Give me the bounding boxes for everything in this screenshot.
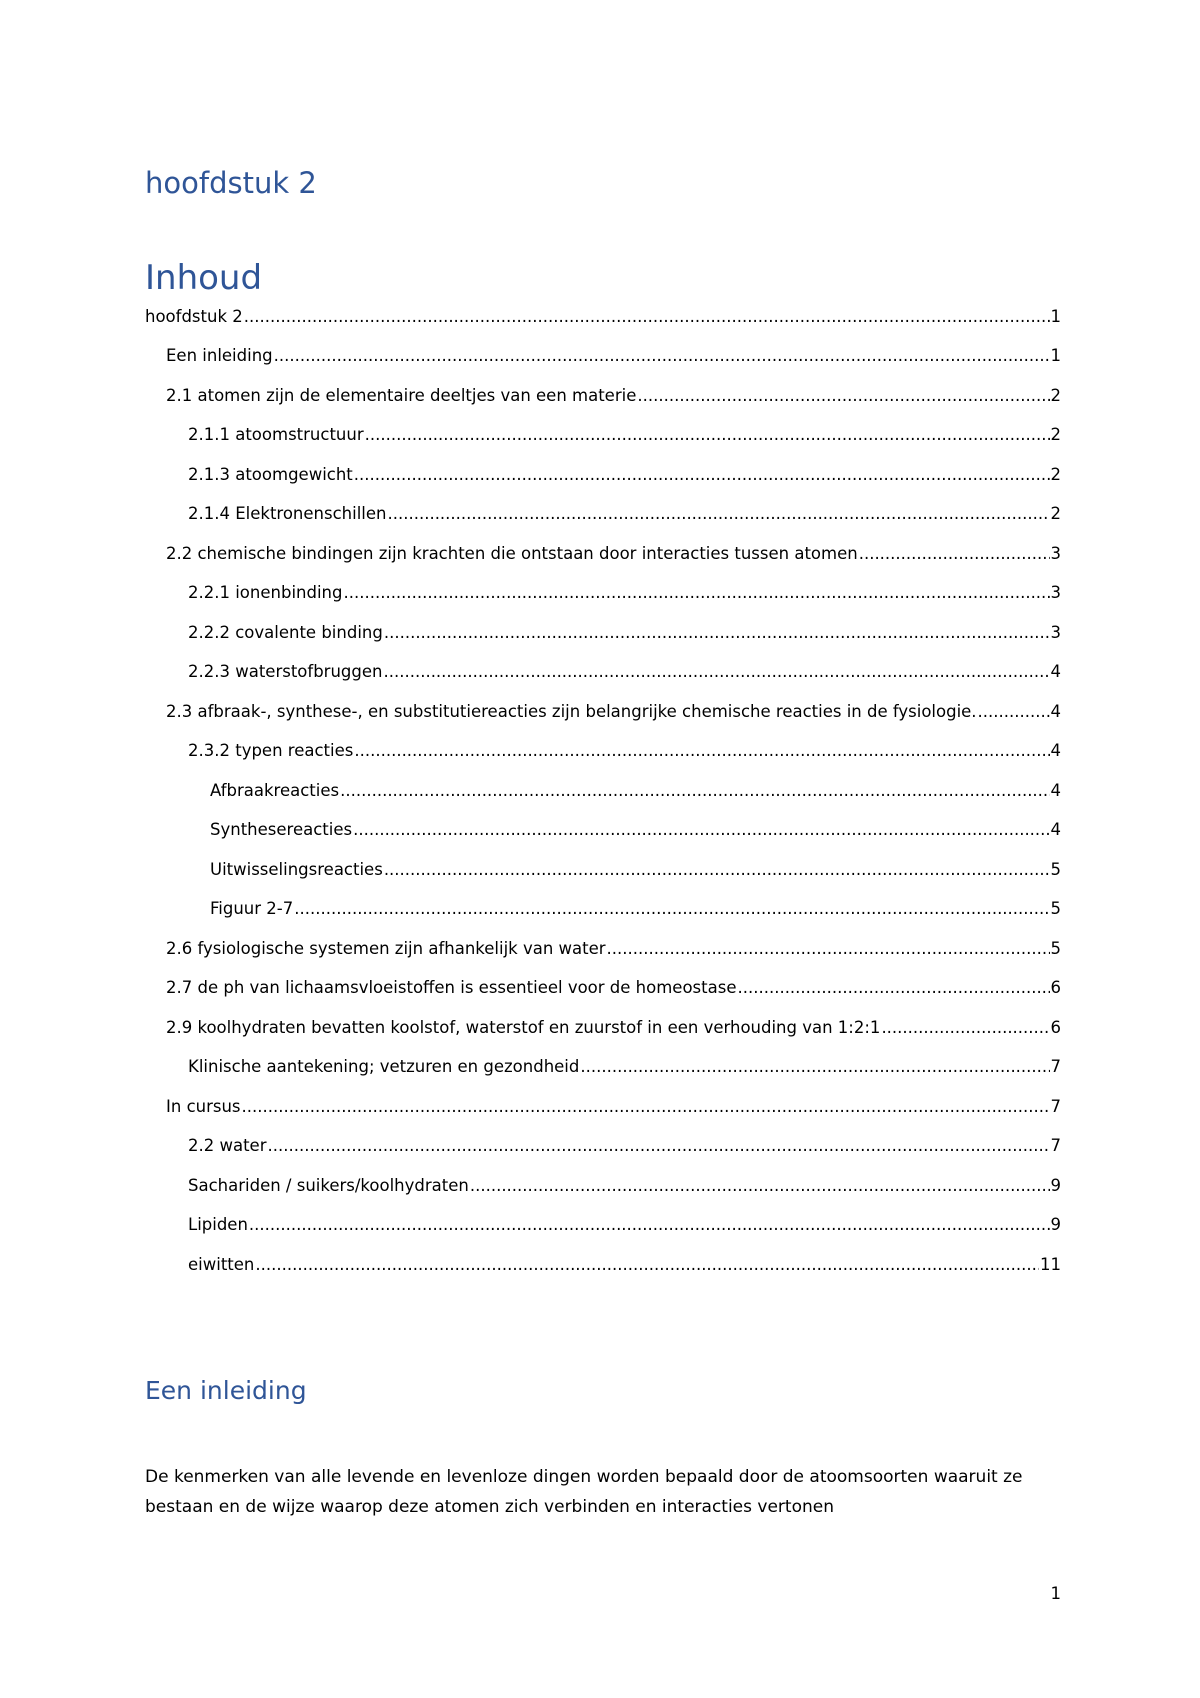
toc-entry-page: 9 — [1050, 1175, 1061, 1195]
toc-entry-title: 2.1.4 Elektronenschillen — [188, 504, 387, 523]
toc-entry-title: 2.2.1 ionenbinding — [188, 583, 343, 602]
toc-entry-page: 4 — [1050, 662, 1061, 681]
toc-entry-page: 3 — [1050, 543, 1061, 563]
toc-entry-page: 6 — [1050, 1017, 1061, 1037]
toc-entry-page: 2 — [1050, 504, 1061, 523]
section-paragraph: De kenmerken van alle levende en levenloze dingen worden bepaald door de atoomsoorten waaruit ze bestaan en de wijze waarop deze atomen zich verbinden en interacties vertonen — [145, 1467, 1023, 1517]
toc-dot-leader — [249, 1205, 1050, 1245]
toc-dot-leader — [242, 1087, 1050, 1127]
toc-dot-leader — [859, 534, 1050, 574]
toc-entry[interactable] — [145, 771, 1061, 811]
toc-entry-title: Lipiden — [188, 1215, 248, 1234]
toc-dot-leader — [354, 455, 1050, 495]
toc-entry-title: 2.2 chemische bindingen zijn krachten die ontstaan door interacties tussen atomen — [166, 543, 858, 563]
toc-dot-leader — [470, 1166, 1050, 1206]
toc-entry-title: Afbraakreacties — [210, 780, 340, 800]
toc-entry[interactable] — [145, 336, 1061, 376]
toc-entry-title: 2.2.3 waterstofbruggen — [188, 662, 383, 681]
toc-entry-page: 2 — [1050, 385, 1061, 405]
toc-dot-leader — [580, 1047, 1049, 1087]
toc-entry-title: 2.1 atomen zijn de elementaire deeltjes van een materie — [166, 385, 637, 405]
toc-entry-page: 9 — [1050, 1215, 1061, 1234]
toc-dot-leader — [607, 929, 1050, 969]
toc-entry[interactable] — [145, 1008, 1061, 1048]
toc-dot-leader — [294, 889, 1049, 929]
toc-entry-page: 4 — [1050, 820, 1061, 839]
toc-entry-title: Synthesereacties — [210, 820, 353, 839]
toc-entry[interactable] — [145, 1087, 1061, 1127]
toc-entry[interactable] — [145, 1166, 1061, 1206]
toc-entry-page: 1 — [1050, 346, 1061, 365]
toc-dot-leader — [637, 376, 1049, 416]
toc-entry-page: 3 — [1050, 622, 1061, 642]
toc-entry-page: 7 — [1050, 1057, 1061, 1076]
toc-dot-leader — [737, 968, 1049, 1008]
toc-dot-leader — [881, 1008, 1049, 1048]
toc-entry-title: 2.2.2 covalente binding — [188, 622, 383, 642]
toc-entry-title: 2.3 afbraak-, synthese-, en substitutiereacties zijn belangrijke chemische reacties in de fysiologie. — [166, 701, 977, 721]
toc-entry[interactable] — [145, 929, 1061, 969]
toc-dot-leader — [340, 771, 1049, 811]
toc-dot-leader — [274, 336, 1050, 376]
toc-dot-leader — [354, 731, 1049, 771]
page-number: 1 — [1050, 1584, 1061, 1603]
toc-entry-title: 2.1.3 atoomgewicht — [188, 464, 353, 484]
toc-entry[interactable] — [145, 652, 1061, 692]
toc-entry-page: 7 — [1050, 1096, 1061, 1116]
toc-entry-title: Figuur 2-7 — [210, 899, 294, 918]
toc-dot-leader — [978, 692, 1050, 732]
toc-entry[interactable] — [145, 1245, 1061, 1285]
toc-entry-title: 2.9 koolhydraten bevatten koolstof, waterstof en zuurstof in een verhouding van 1:2:1 — [166, 1017, 881, 1037]
toc-entry-page: 5 — [1050, 859, 1061, 879]
toc-entry-title: 2.1.1 atoomstructuur — [188, 425, 364, 444]
toc-entry[interactable] — [145, 573, 1061, 613]
toc-entry-title: Uitwisselingsreacties — [210, 859, 383, 879]
toc-entry-title: Een inleiding — [166, 346, 273, 365]
toc-entry[interactable] — [145, 1126, 1061, 1166]
toc-entry-title: eiwitten — [188, 1254, 255, 1274]
toc-entry[interactable] — [145, 1205, 1061, 1245]
toc-entry-title: 2.2 water — [188, 1136, 267, 1155]
toc-entry[interactable] — [145, 415, 1061, 455]
toc-entry-title: In cursus — [166, 1096, 241, 1116]
toc-dot-leader — [255, 1245, 1039, 1285]
toc-entry[interactable] — [145, 731, 1061, 771]
toc-entry[interactable] — [145, 494, 1061, 534]
toc-entry-page: 5 — [1050, 899, 1061, 918]
toc-entry-page: 3 — [1050, 583, 1061, 602]
toc-heading: Inhoud — [145, 258, 263, 298]
toc-entry-page: 2 — [1050, 425, 1061, 444]
toc-dot-leader — [365, 415, 1050, 455]
toc-entry[interactable] — [145, 850, 1061, 890]
toc-entry-page: 5 — [1050, 938, 1061, 958]
table-of-contents — [145, 304, 1061, 1284]
toc-entry-title: 2.6 fysiologische systemen zijn afhankelijk van water — [166, 938, 606, 958]
toc-entry-page: 4 — [1050, 780, 1061, 800]
toc-entry-page: 7 — [1050, 1136, 1061, 1155]
toc-entry[interactable] — [145, 968, 1061, 1008]
toc-entry-title: Sachariden / suikers/koolhydraten — [188, 1175, 469, 1195]
toc-entry-page: 4 — [1050, 701, 1061, 721]
toc-dot-leader — [343, 573, 1049, 613]
toc-dot-leader — [387, 494, 1049, 534]
toc-entry[interactable] — [145, 810, 1061, 850]
toc-entry-title: hoofdstuk 2 — [145, 307, 243, 326]
toc-entry[interactable] — [145, 534, 1061, 574]
toc-dot-leader — [268, 1126, 1050, 1166]
toc-dot-leader — [384, 850, 1050, 890]
chapter-title: hoofdstuk 2 — [145, 166, 317, 200]
toc-entry-page: 2 — [1050, 464, 1061, 484]
toc-entry-title: Klinische aantekening; vetzuren en gezondheid — [188, 1057, 580, 1076]
toc-entry[interactable] — [145, 376, 1061, 416]
toc-entry[interactable] — [145, 455, 1061, 495]
section-heading: Een inleiding — [145, 1376, 307, 1405]
toc-dot-leader — [244, 304, 1050, 330]
toc-dot-leader — [383, 652, 1049, 692]
toc-entry-title: 2.7 de ph van lichaamsvloeistoffen is essentieel voor de homeostase — [166, 978, 737, 997]
toc-entry[interactable] — [145, 692, 1061, 732]
toc-entry[interactable] — [145, 889, 1061, 929]
toc-entry-page: 11 — [1040, 1254, 1061, 1274]
toc-entry-title: 2.3.2 typen reacties — [188, 741, 354, 760]
toc-entry[interactable] — [145, 304, 1061, 336]
toc-entry-page: 4 — [1050, 741, 1061, 760]
toc-entry-page: 1 — [1050, 307, 1061, 326]
toc-entry-page: 6 — [1050, 978, 1061, 997]
toc-dot-leader — [353, 810, 1049, 850]
toc-dot-leader — [384, 613, 1050, 653]
toc-entry[interactable] — [145, 1047, 1061, 1087]
toc-entry[interactable] — [145, 613, 1061, 653]
